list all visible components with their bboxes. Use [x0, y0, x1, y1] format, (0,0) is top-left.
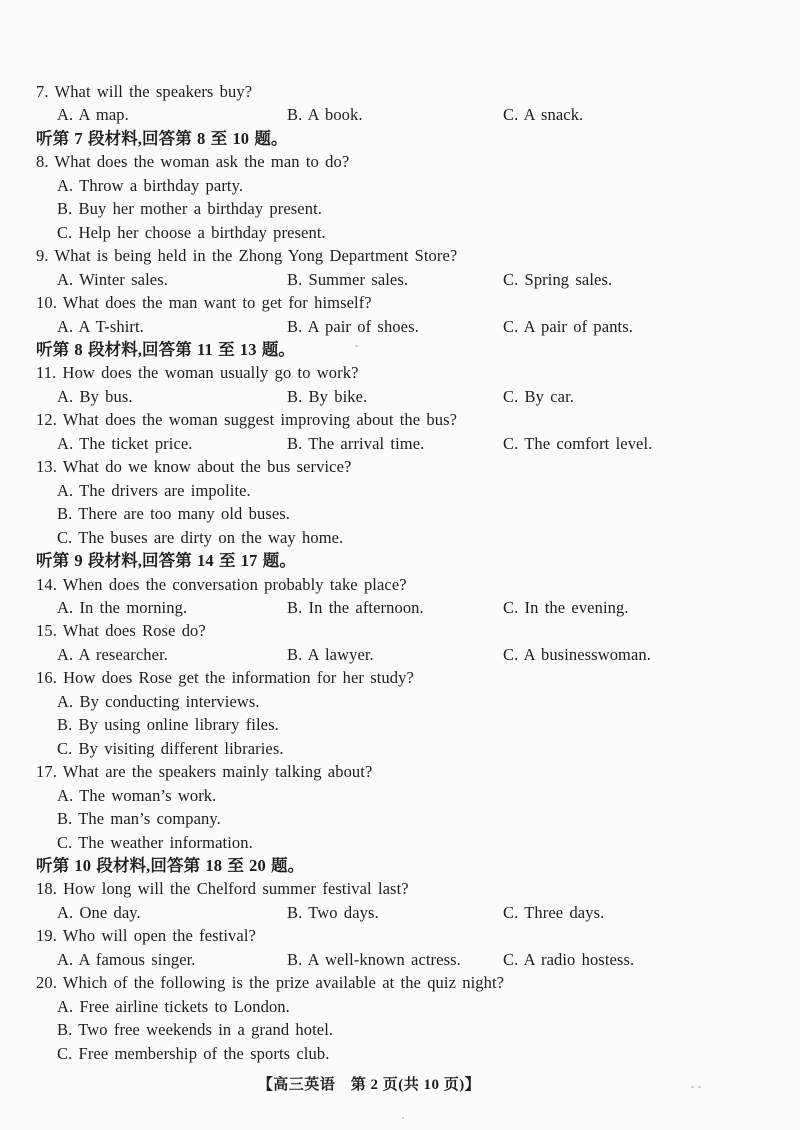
question-text: Who will open the festival?	[62, 926, 256, 946]
option: C. Three days.	[503, 902, 605, 922]
exam-body	[0, 80, 800, 1065]
question-number: 13.	[36, 457, 63, 477]
question-number: 11.	[36, 363, 63, 383]
option: B. Buy her mother a birthday present.	[57, 199, 322, 219]
question-text: What does Rose do?	[62, 621, 206, 641]
option: C. Spring sales.	[503, 269, 613, 289]
option: B. Two days.	[287, 902, 379, 922]
question-17	[0, 760, 800, 783]
material-header: 听第 9 段材料,回答第 14 至 17 题。	[36, 551, 296, 571]
options-row	[0, 385, 800, 408]
option: A. A famous singer.	[57, 949, 196, 969]
question-text: Which of the following is the prize available at the quiz night?	[62, 973, 505, 993]
question-16	[0, 666, 800, 689]
option: A. The ticket price.	[57, 433, 193, 453]
option: C. By car.	[503, 386, 574, 406]
option: B. A pair of shoes.	[287, 316, 419, 336]
question-7	[0, 80, 800, 103]
option: A. A researcher.	[57, 644, 168, 664]
question-14	[0, 573, 800, 596]
question-number: 15.	[36, 621, 63, 641]
scan-speck	[402, 1117, 404, 1119]
question-text: What will the speakers buy?	[54, 82, 253, 101]
question-number: 12.	[36, 410, 63, 430]
question-18	[0, 877, 800, 900]
option: A. In the morning.	[57, 597, 188, 617]
option: A. A map.	[57, 105, 129, 125]
question-15	[0, 619, 800, 642]
options-row	[0, 948, 800, 971]
scan-speck	[355, 345, 358, 347]
option: B. A well-known actress.	[287, 949, 461, 969]
question-number: 20.	[36, 973, 63, 993]
question-number: 7.	[36, 82, 55, 101]
question-number: 8.	[36, 152, 55, 172]
scan-speck	[698, 1086, 701, 1088]
question-text: What is being held in the Zhong Yong Department Store?	[54, 246, 458, 266]
question-text: What are the speakers mainly talking about?	[62, 762, 373, 782]
question-8	[0, 150, 800, 173]
options-row	[0, 901, 800, 924]
option: A. Throw a birthday party.	[57, 175, 244, 195]
option: C. By visiting different libraries.	[57, 738, 284, 758]
question-number: 9.	[36, 246, 55, 266]
option: A. Free airline tickets to London.	[57, 996, 290, 1016]
options-row	[0, 315, 800, 338]
question-text: What does the woman suggest improving about the bus?	[62, 410, 458, 430]
page-footer: 【高三英语 第 2 页(共 10 页)】	[257, 1077, 481, 1093]
option: B. In the afternoon.	[287, 597, 424, 617]
option: C. A radio hostess.	[503, 949, 635, 969]
option: B. The arrival time.	[287, 433, 425, 453]
option: B. By bike.	[287, 386, 368, 406]
option: C. The buses are dirty on the way home.	[57, 527, 344, 547]
option: A. A T-shirt.	[57, 316, 144, 336]
question-number: 14.	[36, 574, 63, 594]
option: C. Free membership of the sports club.	[57, 1043, 330, 1063]
option: A. The woman’s work.	[57, 785, 217, 805]
option: A. By conducting interviews.	[57, 691, 260, 711]
option: C. The comfort level.	[503, 433, 653, 453]
options-row	[0, 596, 800, 619]
question-10	[0, 291, 800, 314]
option: B. Two free weekends in a grand hotel.	[57, 1020, 334, 1040]
question-number: 16.	[36, 668, 64, 688]
option: C. A pair of pants.	[503, 316, 633, 336]
option: C. Help her choose a birthday present.	[57, 222, 326, 242]
options-row	[0, 643, 800, 666]
question-19	[0, 924, 800, 947]
question-13	[0, 455, 800, 478]
question-text: How does the woman usually go to work?	[62, 363, 359, 383]
option: B. A lawyer.	[287, 644, 374, 664]
question-20	[0, 971, 800, 994]
option: C. A businesswoman.	[503, 644, 651, 664]
option: A. The drivers are impolite.	[57, 480, 251, 500]
option: C. The weather information.	[57, 832, 253, 852]
material-header: 听第 8 段材料,回答第 11 至 13 题。	[36, 339, 296, 359]
question-number: 19.	[36, 926, 63, 946]
question-11	[0, 361, 800, 384]
question-9	[0, 244, 800, 267]
question-text: How does Rose get the information for her study?	[63, 668, 414, 688]
question-text: What does the woman ask the man to do?	[54, 152, 350, 172]
question-text: When does the conversation probably take place?	[62, 574, 407, 594]
options-row	[0, 432, 800, 455]
question-text: How long will the Chelford summer festival last?	[63, 879, 409, 899]
option: B. There are too many old buses.	[57, 504, 291, 524]
scan-speck	[691, 1086, 694, 1088]
option: C. In the evening.	[503, 597, 629, 617]
option: B. A book.	[287, 105, 363, 125]
question-number: 10.	[36, 293, 63, 313]
question-number: 17.	[36, 762, 63, 782]
option: B. The man’s company.	[57, 809, 221, 829]
question-text: What do we know about the bus service?	[62, 457, 352, 477]
option: A. By bus.	[57, 386, 133, 406]
options-row	[0, 268, 800, 291]
option: B. Summer sales.	[287, 269, 409, 289]
question-text: What does the man want to get for himself?	[62, 293, 372, 313]
question-number: 18.	[36, 879, 64, 899]
question-12	[0, 408, 800, 431]
material-header: 听第 10 段材料,回答第 18 至 20 题。	[36, 855, 305, 875]
option: A. One day.	[57, 902, 141, 922]
option: C. A snack.	[503, 105, 584, 125]
option: B. By using online library files.	[57, 715, 279, 735]
material-header: 听第 7 段材料,回答第 8 至 10 题。	[36, 128, 288, 148]
options-row	[0, 103, 800, 126]
option: A. Winter sales.	[57, 269, 168, 289]
